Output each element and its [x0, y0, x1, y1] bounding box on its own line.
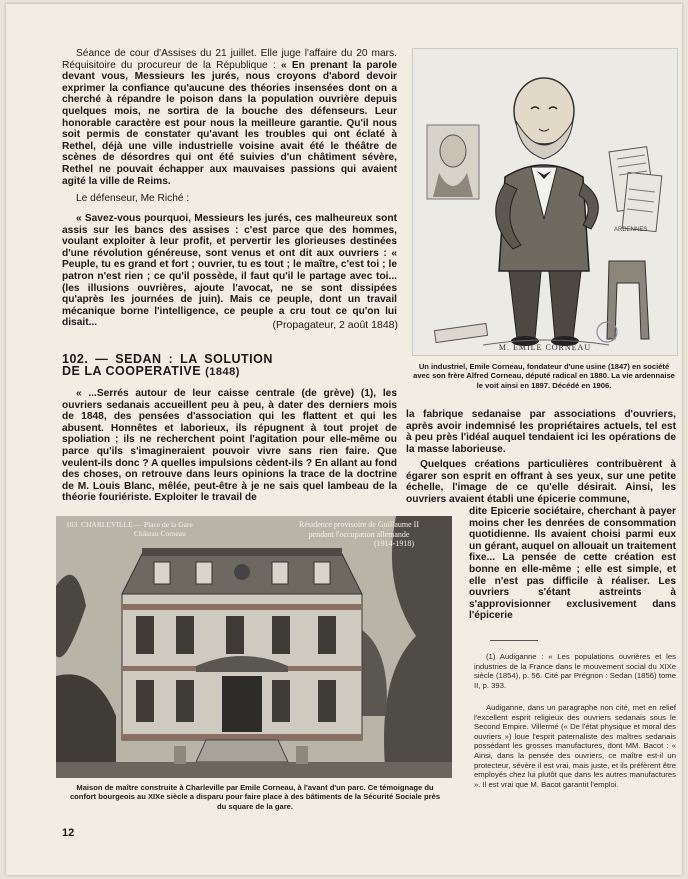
page-number: 12	[62, 827, 75, 839]
footnote-2: Audiganne, dans un paragraphe non cité, met en relief l'excellent esprit religieux des ouvriers sedanais sous le Second Empire. Villermé (« De l'état physique et moral des ouvriers ») loue l'esprit paternaliste des maîtres sedanais possédant les grosses manufactures, dont MM. Bacot : « Ainsi, dans la pensée des ouvriers, ce maître est-il un protecteur, sévère il est vrai, mais juste, et ils préfèrent être employés chez lui plutôt que dans les autres manufactures ». Il est vrai que M. Bacot garantit l'emploi.	[474, 703, 676, 789]
postcard-header-left	[66, 520, 193, 538]
postcard-caption: Maison de maître construite à Charleville par Emile Corneau, à l'avant d'un parc. Ce témoignage du confort bourgeois au XIXe siècle a disparu pour faire place à des bâtiments de la Sécurité Sociale près du square de la gare.	[69, 783, 441, 811]
section-heading	[62, 353, 302, 378]
heading-line1: 102. — SEDAN : LA SOLUTION	[62, 352, 273, 366]
page	[6, 4, 682, 875]
postcard-occupation: pendant l'occupation allemande	[308, 529, 410, 539]
postcard-chateau: Château Corneau	[134, 529, 186, 538]
portrait-label: M. EMILE CORNEAU	[498, 343, 592, 352]
right-column-text-3: dite Epicerie sociétaire, cherchant à payer moins cher les denrées de consommation quotidienne. Ils avaient choisi parmi eux un gérant, auquel on allouait un traitement fixe... La pensée de cette création est bonne en elle-même ; elle est simple, et elle n'est pas difficile à réaliser. Les ouvriers s'étant astreints à s'approvisionner exclusivement dans l'épicerie	[469, 506, 676, 622]
postcard-place: 103. CHARLEVILLE — Place de la Gare	[66, 520, 193, 529]
intro-sentence: Séance de cour d'Assises du 21 juillet. Elle juge l'affaire du 20 mars. Réquisitoire du procureur de la République :	[62, 48, 397, 71]
section-body: « ...Serrés autour de leur caisse centrale (de grève) (1), les ouvriers sedanais accueillent peu à peu, à dater des derniers mois de 1848, des pensées d'association qui les flattent et qui les abusent. Honnêtes et laborieux, ils répugnent à tout projet de spoliation ; ils ne recherchent point l'agitation pour elle-même ou parce qu'ils s'imagineraient pouvoir vivre sans rien faire. Que veulent-ils donc ? A quelles impulsions cèdent-ils ? En allant au fond des choses, on retrouve dans leurs opinions la trace de la doctrine de M. Louis Blanc, mêlée, peut-être à je ne sais quel lambeau de la théorie fouriériste. Exploiter le travail de	[62, 388, 397, 504]
footnote-rule	[490, 640, 538, 641]
portrait-caption: Un industriel, Emile Corneau, fondateur d'une usine (1847) en société avec son frère Alfred Corneau, député radical en 1880. La vie ardennaise le voit ainsi en 1897. Décédé en 1906.	[413, 362, 675, 390]
intro-text	[62, 48, 397, 187]
right-column-text-2: Quelques créations particulières contribuèrent à égarer son esprit en offrant à ses yeux, sur une petite échelle, l'image de ce qu'elle désirait. Ainsi, les ouvriers avaient établi une épicerie commune,	[406, 459, 676, 505]
defender-intro: Le défenseur, Me Riché :	[76, 193, 190, 204]
portrait-illustration	[412, 48, 678, 356]
prosecutor-quote: « En prenant la parole devant vous, Messieurs les jurés, nous croyons d'abord devoir exprimer la confiance qu'aucune des théories insensées dont on a cherché à répandre le poison dans la population ouvrière depuis quelques mois, ne sortira de la bouche des défenseurs. Leur honorable caractère est pour nous la meilleure garantie. Qu'il nous soit permis de constater qu'avant les troubles qui ont éclaté à Rethel, déjà une ville industrielle voisine avait été le théâtre de scènes de désordres qui ont été suivies d'un châtiment sévère, Rethel ne pouvait échapper aux mauvaises passions qui avaient agité la ville de Reims.	[62, 59, 397, 187]
heading-year: (1848)	[205, 366, 240, 378]
postcard-residence: Résidence provisoire de Guillaume II	[299, 520, 419, 529]
postcard-header-right	[268, 520, 450, 549]
portrait-inset-sign: ARDENNES	[614, 227, 648, 233]
caricature-drawing	[413, 49, 677, 355]
right-column-text-1: la fabrique sedanaise par associations d'ouvriers, après avoir indemnisé les propriétaires actuels, tel est à peu près l'idéal auquel tendaient ici les opérations de la masse laborieuse.	[406, 409, 676, 455]
postcard-photo	[56, 516, 452, 778]
footnote-1: (1) Audiganne : « Les populations ouvrières et les industries de la France dans le mouvement social du XIXe siècle (1854), p. 56. Cité par Prégnon : Sedan (1856) tome II, p. 393.	[474, 652, 676, 690]
chateau-corneau-photo	[56, 516, 452, 778]
defender-quote: « Savez-vous pourquoi, Messieurs les jurés, ces malheureux sont assis sur les bancs des assises : c'est parce que des hommes, voulant exploiter à leur profit, et pervertir les glorieuses destinées d'une révolution généreuse, sont venus et ont dit aux ouvriers : « Peuple, tu es grand et fort ; ouvrier, tu es tout ; le maître, c'est toi ; le patron n'est rien ; ce qu'il possède, il faut qu'il le partage avec toi... (les illusions ouvrières, ajoute l'avocat, ne se sont dissipées qu'après les journées de juin). Mais ce peuple, dont un travail mécanique borne l'intelligence, ce peuple a cru tout ce qu'on lui disait...	[62, 213, 397, 329]
postcard-years: (1914-1918)	[374, 539, 414, 548]
source-propagateur: (Propagateur, 2 août 1848)	[272, 319, 398, 331]
heading-line2	[62, 365, 302, 378]
heading-line2-text: DE LA COOPERATIVE	[62, 364, 202, 378]
